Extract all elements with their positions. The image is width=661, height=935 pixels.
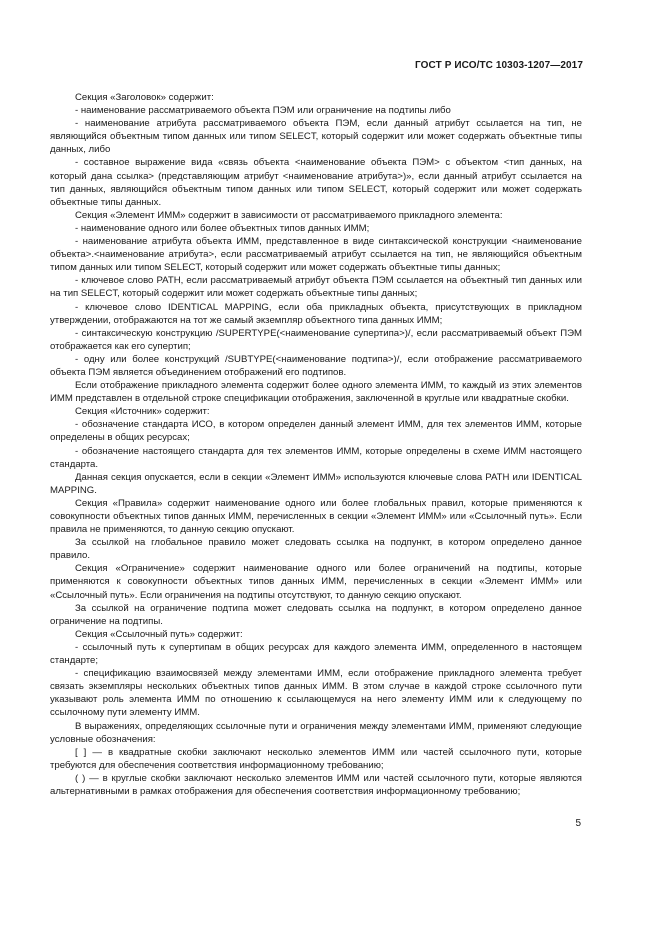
paragraph: За ссылкой на ограничение подтипа может следовать ссылка на подпункт, в котором определено данное ограничение на подтипы. — [50, 602, 582, 627]
paragraph: - наименование атрибута рассматриваемого объекта ПЭМ, если данный атрибут ссылается на тип, не являющийся объектным типом данных или типом SELECT, который содержит или может содержать объектные типы данных, либо — [50, 118, 582, 156]
paragraph: - синтаксическую конструкцию /SUPERTYPE(<наименование супертипа>)/, если рассматриваемый объект ПЭМ отображается как его супертип; — [50, 327, 582, 352]
paragraph: ( ) — в круглые скобки заключают несколько элементов ИММ или частей ссылочного пути, которые являются альтернативными в рамках отображения для обеспечения соответствия информационному требованию; — [50, 772, 582, 797]
paragraph: Секция «Элемент ИММ» содержит в зависимости от рассматриваемого прикладного элемента: — [75, 209, 503, 221]
paragraph: - ссылочный путь к супертипам в общих ресурсах для каждого элемента ИММ, определенного в настоящем стандарте; — [50, 641, 582, 667]
page-number: 5 — [575, 818, 581, 829]
paragraph: Данная секция опускается, если в секции «Элемент ИММ» используются ключевые слова PATH или IDENTICAL MAPPING. — [50, 471, 582, 496]
paragraph: - ключевое слово PATH, если рассматриваемый атрибут объекта ПЭМ ссылается на объектный тип данных или на тип SELECT, который содержит или может содержать объектные типы данных; — [50, 275, 582, 300]
paragraph: - наименование рассматриваемого объекта ПЭМ или ограничение на подтипы либо — [75, 105, 451, 117]
paragraph: - ключевое слово IDENTICAL MAPPING, если оба прикладных объекта, присутствующих в прикладном утверждении, отображаются на тот же самый экземпляр объектного типа данных ИММ; — [50, 301, 582, 326]
paragraph: - наименование атрибута объекта ИММ, представленное в виде синтаксической конструкции <наименование объекта>.<наименование атрибута>, если рассматриваемый атрибут ссылается на тип, не являющийся объектным типом данных или типом SELECT, который содержит или может содержать объектные типы данных; — [50, 236, 582, 274]
paragraph: - одну или более конструкций /SUBTYPE(<наименование подтипа>)/, если отображение рассматриваемого объекта ПЭМ является объединением отображений его подтипов. — [50, 353, 582, 378]
paragraph: - обозначение настоящего стандарта для тех элементов ИММ, которые определены в схеме ИММ настоящего стандарта. — [50, 445, 582, 470]
paragraph: Секция «Ограничение» содержит наименование одного или более ограничений на подтипы, которые применяются к совокупности объектных типов данных ИММ, перечисленных в секции «Элемент ИММ» или «Ссылочный путь». Если ограничения на подтипы отсутствуют, то данную секцию опускают. — [50, 563, 582, 601]
paragraph: Секция «Правила» содержит наименование одного или более глобальных правил, которые применяются к совокупности объектных типов данных ИММ, перечисленных в секции «Элемент ИММ» или «Ссылочный путь». Если правила не применяются, то данную секцию опускают. — [50, 497, 582, 536]
paragraph: Если отображение прикладного элемента содержит более одного элемента ИММ, то каждый из этих элементов ИММ представлен в отдельной строке спецификации отображения, заключенной в круглые или квадратные скобки. — [50, 380, 582, 405]
paragraph: Секция «Источник» содержит: — [75, 406, 210, 418]
paragraph: В выражениях, определяющих ссылочные пути и ограничения между элементами ИММ, применяют следующие условные обозначения: — [50, 720, 582, 745]
paragraph: [ ] — в квадратные скобки заключают несколько элементов ИММ или частей ссылочного пути, которые требуются для обеспечения соответствия информационному требованию; — [50, 746, 582, 771]
document-header: ГОСТ Р ИСО/ТС 10303-1207—2017 — [415, 60, 583, 71]
paragraph: Секция «Заголовок» содержит: — [75, 92, 214, 103]
paragraph: - обозначение стандарта ИСО, в котором определен данный элемент ИММ, для тех элементов ИММ, которые определены в общих ресурсах; — [50, 419, 582, 444]
paragraph: - наименование одного или более объектных типов данных ИММ; — [75, 222, 370, 234]
paragraph: - составное выражение вида «связь объекта <наименование объекта ПЭМ> с объектом <тип данных, на который дана ссылка> (представляющим атрибут <наименование атрибута>)», если данный атрибут ссылается на тип данных, являющийся объектным типом данных или типом SELECT, который содержит или может содержать объектные типы данных. — [50, 157, 582, 208]
paragraph: - спецификацию взаимосвязей между элементами ИММ, если отображение прикладного элемента требует связать экземпляры нескольких объектных типов данных ИММ. В этом случае в каждой строке ссылочного пути указывают роль элемента ИММ по отношению к ссылающемуся на него элементу ИММ или к следующему по ссылочному пути элементу ИММ. — [50, 668, 582, 719]
paragraph: Секция «Ссылочный путь» содержит: — [75, 628, 243, 640]
document-body — [50, 91, 582, 798]
paragraph: За ссылкой на глобальное правило может следовать ссылка на подпункт, в котором определено данное правило. — [50, 537, 582, 562]
